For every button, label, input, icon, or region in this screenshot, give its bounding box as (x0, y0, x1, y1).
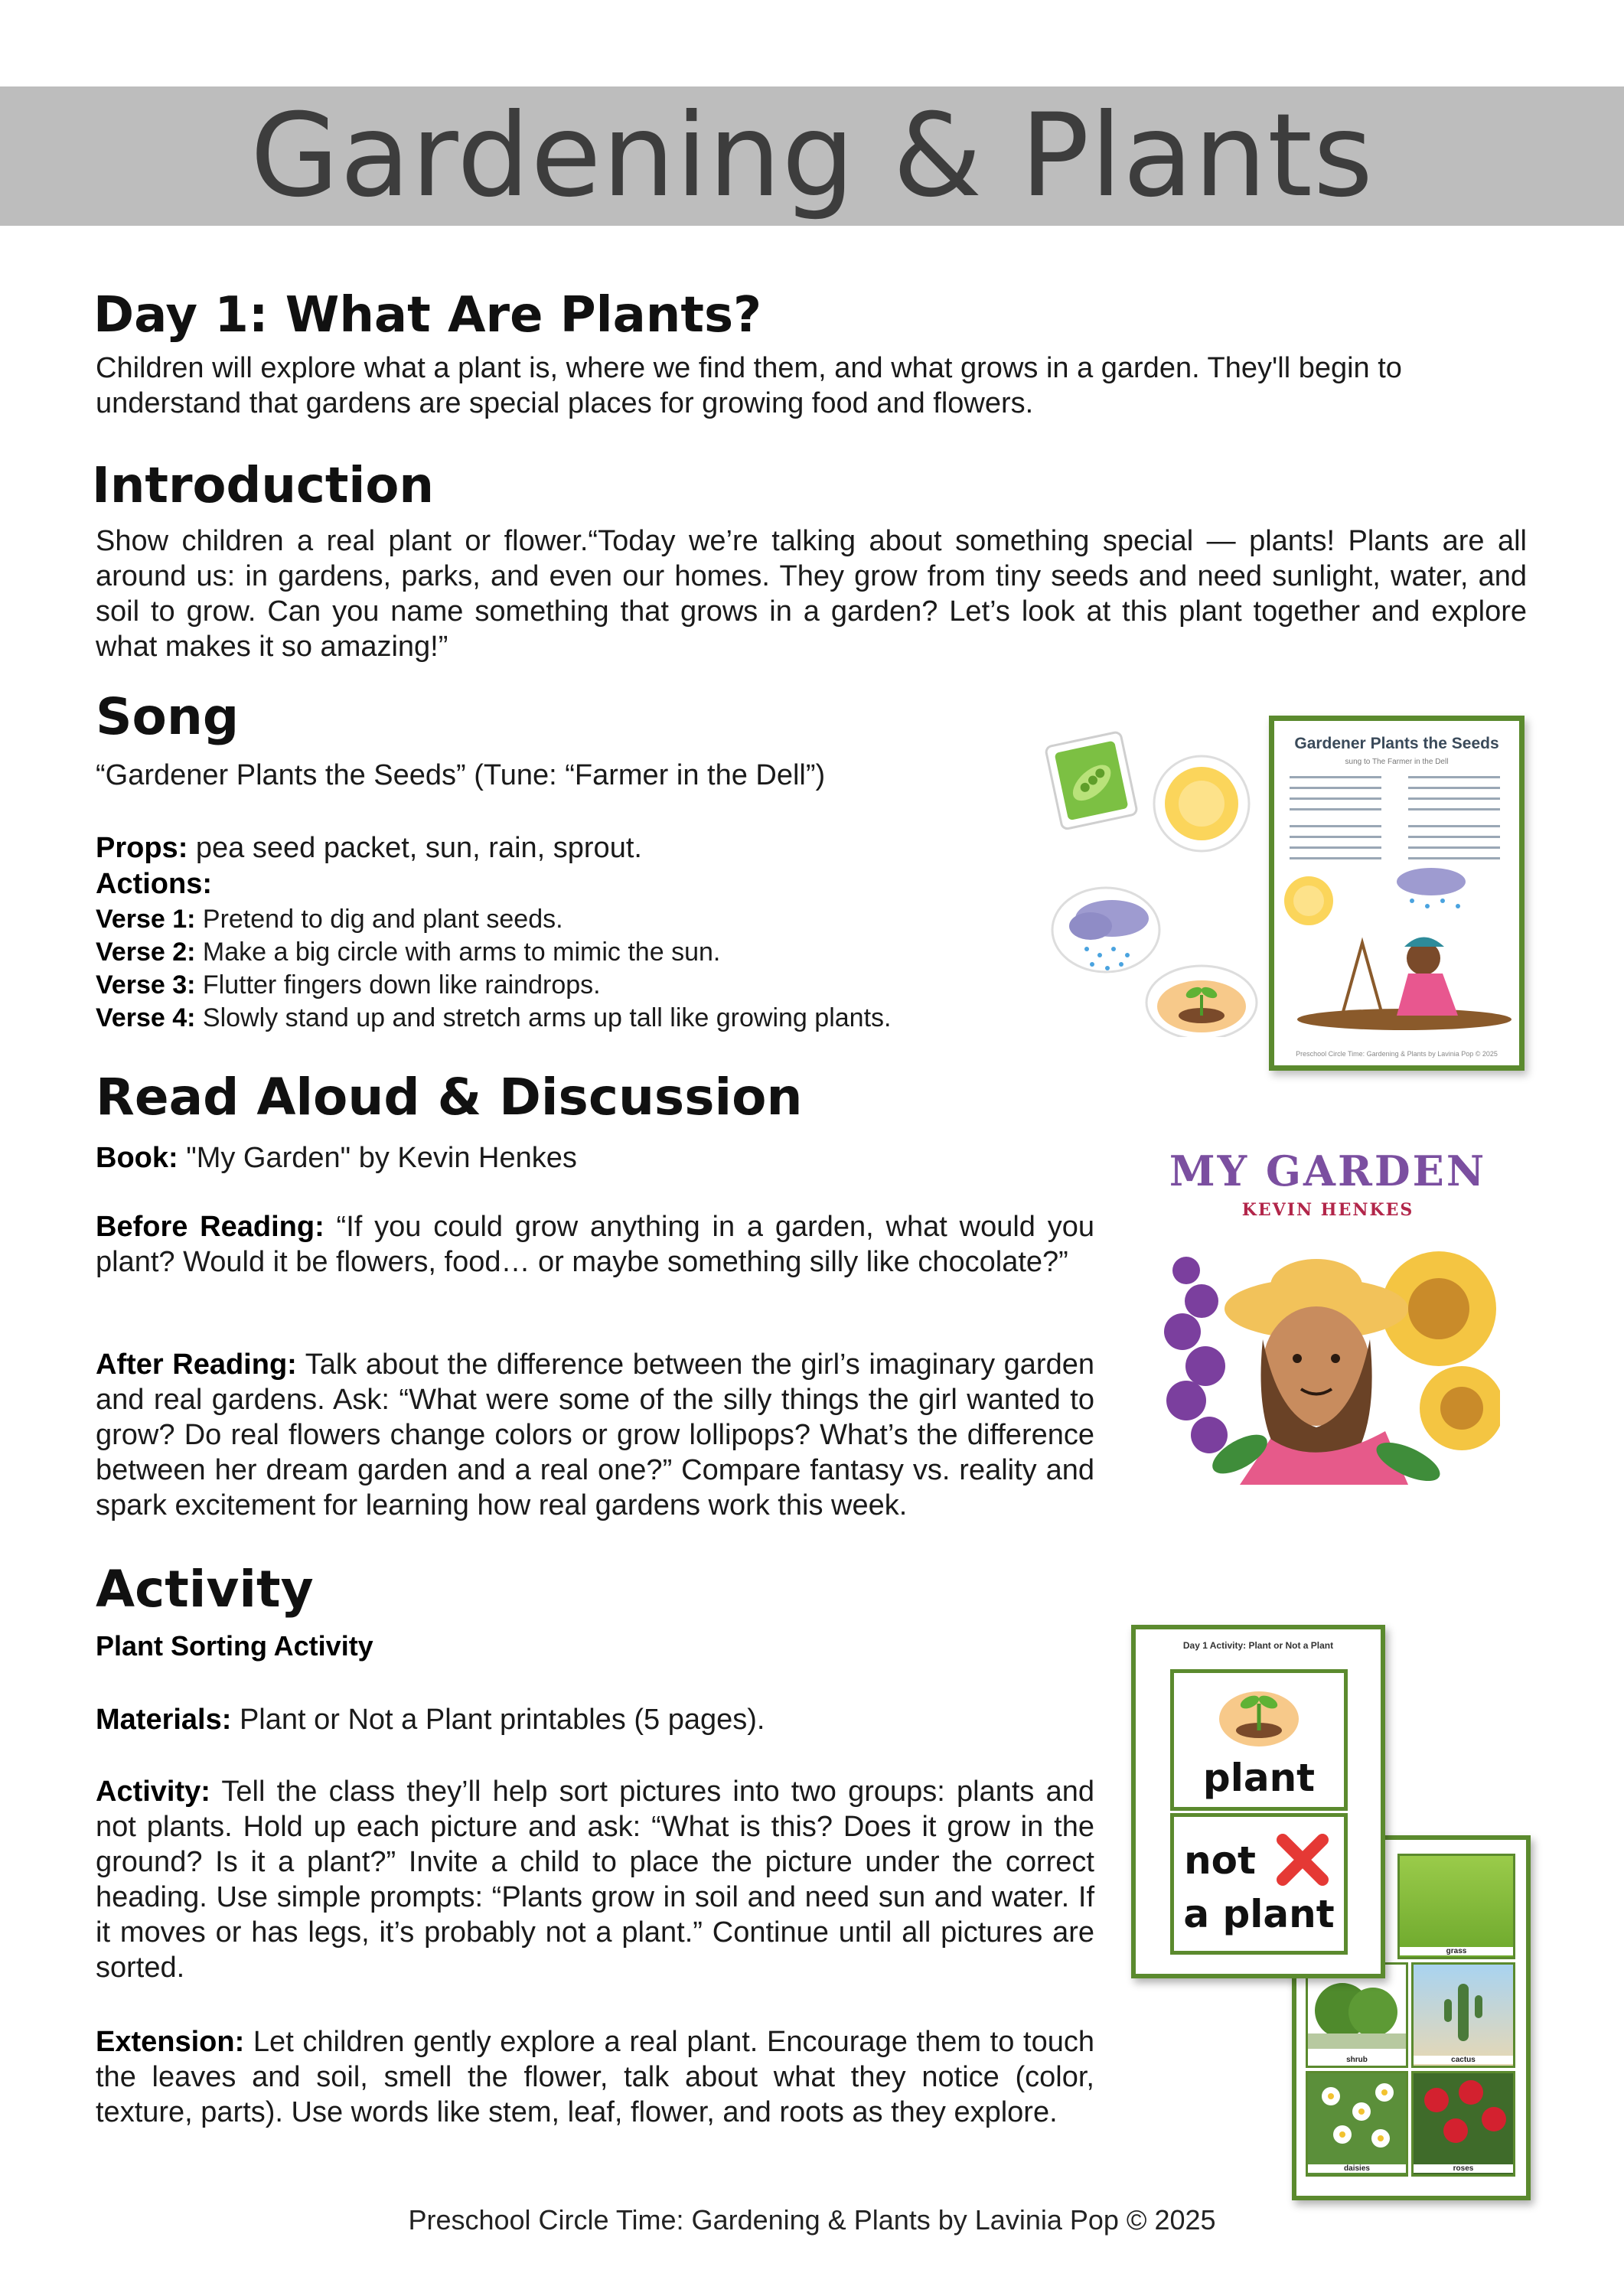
book-cover-illustration (1156, 1225, 1500, 1485)
photo-shrub: shrub (1306, 1962, 1408, 2068)
after-reading: After Reading: Talk about the difference between the girl’s imaginary garden and real gardens. Ask: “What were some of the silly things the girl wanted to grow? Do real flowers change colors or grow lollipops? What’s the difference between her dream garden and a real one?” Compare fantasy vs. reality and spark excitement for learning how real gardens work this week. (96, 1349, 1094, 1521)
verse-4: Verse 4: Slowly stand up and stretch arms up tall like growing plants. (96, 1003, 892, 1032)
book-cover (1156, 1140, 1500, 1485)
song-props-illustration (1037, 731, 1267, 1037)
read-aloud-heading: Read Aloud & Discussion (96, 1068, 803, 1127)
before-reading: Before Reading: “If you could grow anything in a garden, what would you plant? Would it be flowers, food… or maybe something silly like chocolate?” (96, 1211, 1094, 1278)
song-props (96, 830, 1037, 866)
not-a-plant-heading-card (1170, 1813, 1348, 1955)
book-cover-title: MY GARDEN (1169, 1146, 1487, 1195)
plant-heading-card (1170, 1669, 1348, 1811)
title-banner (0, 86, 1624, 226)
extension-text: Extension: Let children gently explore a real plant. Encourage them to touch the leaves and soil, smell the flower, talk about what they notice (color, texture, parts). Use words like stem, leaf, flower, and roots as they explore. (96, 2026, 1094, 2128)
photo-cactus: cactus (1411, 1962, 1515, 2068)
gardener-girl-illustration (1274, 866, 1519, 1035)
verse-1: Verse 1: Pretend to dig and plant seeds. (96, 905, 563, 934)
sprout-icon (1217, 1681, 1301, 1750)
photo-daisies: daisies (1306, 2071, 1408, 2177)
day-heading: Day 1: What Are Plants? (93, 287, 762, 344)
song-title-line: “Gardener Plants the Seeds” (Tune: “Farmer in the Dell”) (96, 759, 826, 791)
rain-cloud-icon (1052, 888, 1159, 972)
cross-icon (1273, 1831, 1332, 1889)
photo-roses: roses (1411, 2071, 1515, 2177)
activity-subheading: Plant Sorting Activity (96, 1630, 373, 1662)
activity-card-title: Day 1 Activity: Plant or Not a Plant (1182, 1640, 1334, 1651)
not-label: not (1184, 1838, 1256, 1883)
song-card-thumbnail (1269, 716, 1525, 1071)
props-text: pea seed packet, sun, rain, sprout. (188, 832, 642, 864)
song-card-title: Gardener Plants the Seeds (1294, 735, 1499, 752)
song-heading: Song (96, 687, 240, 746)
verse-3: Verse 3: Flutter fingers down like raindrops. (96, 970, 601, 1000)
activity-heading: Activity (96, 1560, 314, 1619)
sun-icon (1154, 756, 1249, 851)
props-label: Props: (96, 832, 188, 864)
book-cover-author: KEVIN HENKES (1241, 1200, 1414, 1220)
page-title: Gardening & Plants (249, 90, 1375, 223)
book-line: Book: "My Garden" by Kevin Henkes (96, 1142, 577, 1174)
a-plant-label: a plant (1183, 1892, 1335, 1936)
seed-packet-icon (1045, 732, 1138, 830)
sprout-icon (1146, 966, 1257, 1037)
plant-label: plant (1202, 1756, 1316, 1800)
introduction-text: Show children a real plant or flower.“Today we’re talking about something special — plants! Plants are all around us: in gardens, parks, and even our homes. They grow from tiny seeds and need sunlight, water, and soil to grow. Can you name something that grows in a garden? Let’s look at this plant together and explore what makes it so amazing!” (96, 525, 1527, 663)
actions-label: Actions: (96, 868, 212, 900)
materials-line: Materials: Plant or Not a Plant printables (5 pages). (96, 1704, 765, 1736)
page-footer: Preschool Circle Time: Gardening & Plants by Lavinia Pop © 2025 (408, 2204, 1216, 2236)
photo-grass: grass (1397, 1854, 1515, 1959)
song-card-footer: Preschool Circle Time: Gardening & Plants by Lavinia Pop © 2025 (1296, 1050, 1498, 1058)
day-description: Children will explore what a plant is, where we find them, and what grows in a garden. They'll begin to understand that gardens are special places for growing food and flowers. (96, 352, 1402, 419)
song-card-subtitle: sung to The Farmer in the Dell (1345, 758, 1449, 766)
verse-2: Verse 2: Make a big circle with arms to mimic the sun. (96, 938, 721, 967)
introduction-heading: Introduction (92, 458, 434, 514)
activity-text: Activity: Tell the class they’ll help sort pictures into two groups: plants and not plants. Hold up each picture and ask: “What is this? Does it grow in the ground? Is it a plant?” Invite a child to place the picture under the correct heading. Use simple prompts: “Plants grow in soil and need sun and water. If it moves or has legs, it’s probably not a plant.” Continue until all pictures are sorted. (96, 1776, 1094, 1984)
activity-sort-card (1131, 1625, 1385, 1978)
